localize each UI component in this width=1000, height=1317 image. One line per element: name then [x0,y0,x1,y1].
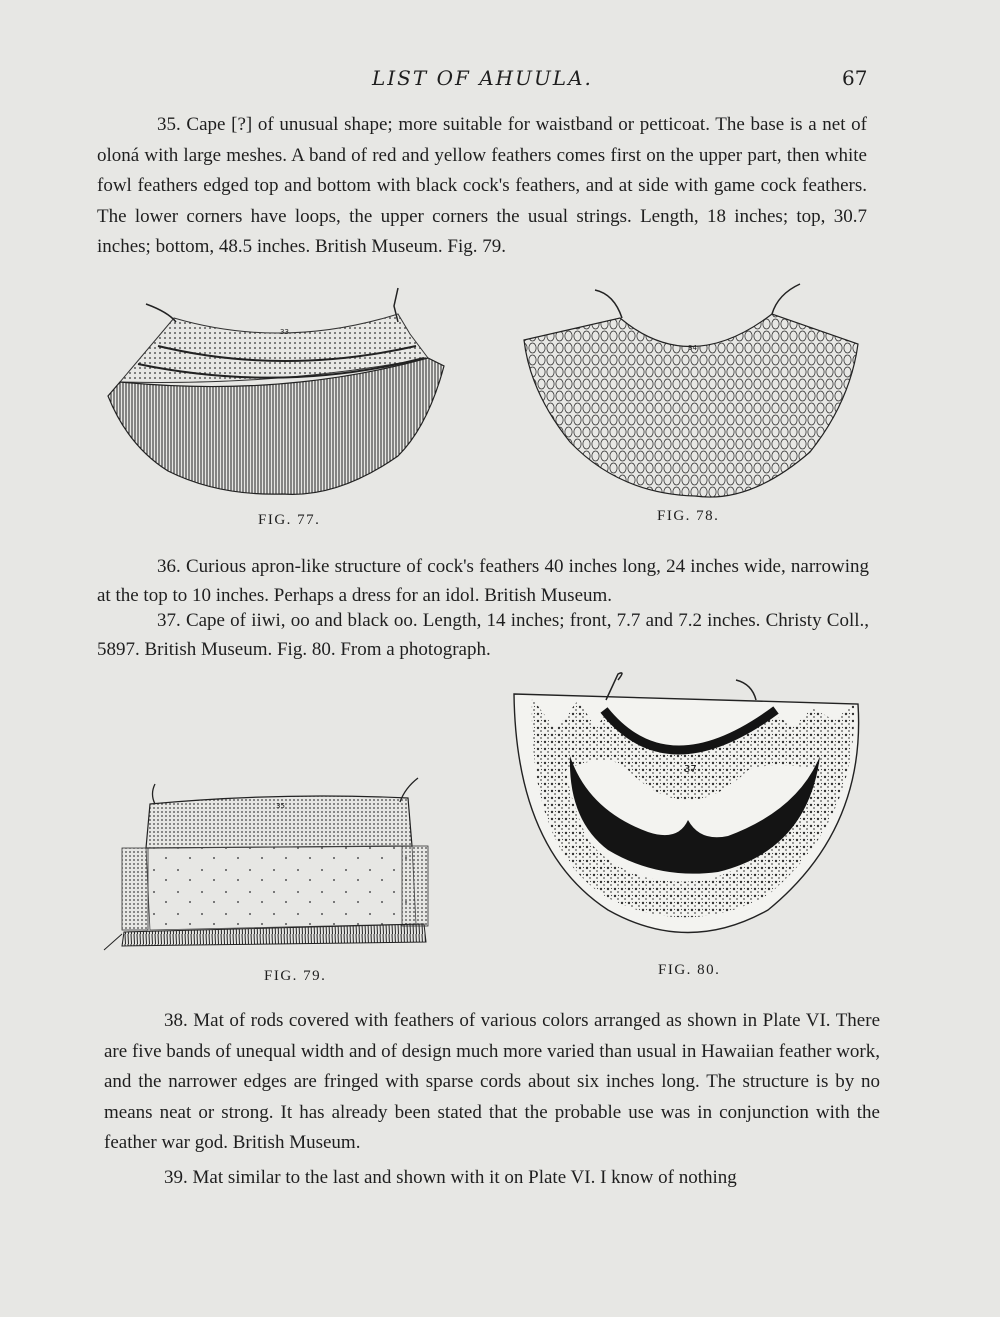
entry-39 [104,1163,880,1194]
entry-text: Cape of iiwi, oo and black oo. Length, 14 inches; front, 7.7 and 7.2 inches. Christy Coll., 5897. British Museum. Fig. 80. From a photograph. [97,610,870,660]
entry-number: 39. [164,1167,188,1188]
entry-35 [97,110,867,263]
figure-78-caption: FIG. 78. [657,508,720,524]
figure-77-caption: FIG. 77. [258,512,321,528]
figure-77-illustration [98,286,460,501]
page-header [0,66,1000,96]
entry-text: Curious apron-like structure of cock's feathers 40 inches long, 24 inches wide, narrowing at the top to 10 inches. Perhaps a dress for an idol. British Museum. [97,556,869,606]
figure-80-label: 37 [684,764,697,775]
entry-number: 37. [157,610,181,631]
entry-38 [104,1006,880,1159]
entry-number: 36. [157,556,181,577]
figure-80-caption: FIG. 80. [658,962,721,978]
figure-78-label: 34 [688,344,697,352]
figure-78-illustration [510,282,860,502]
entry-37 [97,606,869,664]
figure-80-illustration [508,670,868,945]
entry-number: 38. [164,1010,188,1031]
entry-text: Cape [?] of unusual shape; more suitable for waistband or petticoat. The base is a net of oloná with large meshes. A band of red and yellow feathers comes first on the upper part, then white fowl feathers edged top and bottom with black cock's feathers, and at side with game cock feathers. The lower corners have loops, the upper corners the usual strings. Length, 18 inches; top, 30.7 inches; bottom, 48.5 inches. British Museum. Fig. 79. [97,114,868,258]
running-title: LIST OF AHUULA. [372,66,593,90]
figure-77-label: 33 [280,328,289,336]
entry-text: Mat similar to the last and shown with it on Plate VI. I know of nothing [192,1167,737,1188]
figure-79-caption: FIG. 79. [264,968,327,984]
entry-number: 35. [157,114,181,135]
page-number: 67 [842,66,868,90]
figure-79-illustration [100,774,430,960]
entry-text: Mat of rods covered with feathers of various colors arranged as shown in Plate VI. There are five bands of unequal width and of design much more varied than usual in Hawaiian feather work, and the narrower edges are fringed with sparse cords about six inches long. The structure is by no means neat or strong. It has already been stated that the probable use was in conjunction with the feather war god. British Museum. [104,1010,881,1153]
figure-79-label: 35 [276,802,285,810]
entry-36 [97,552,869,610]
